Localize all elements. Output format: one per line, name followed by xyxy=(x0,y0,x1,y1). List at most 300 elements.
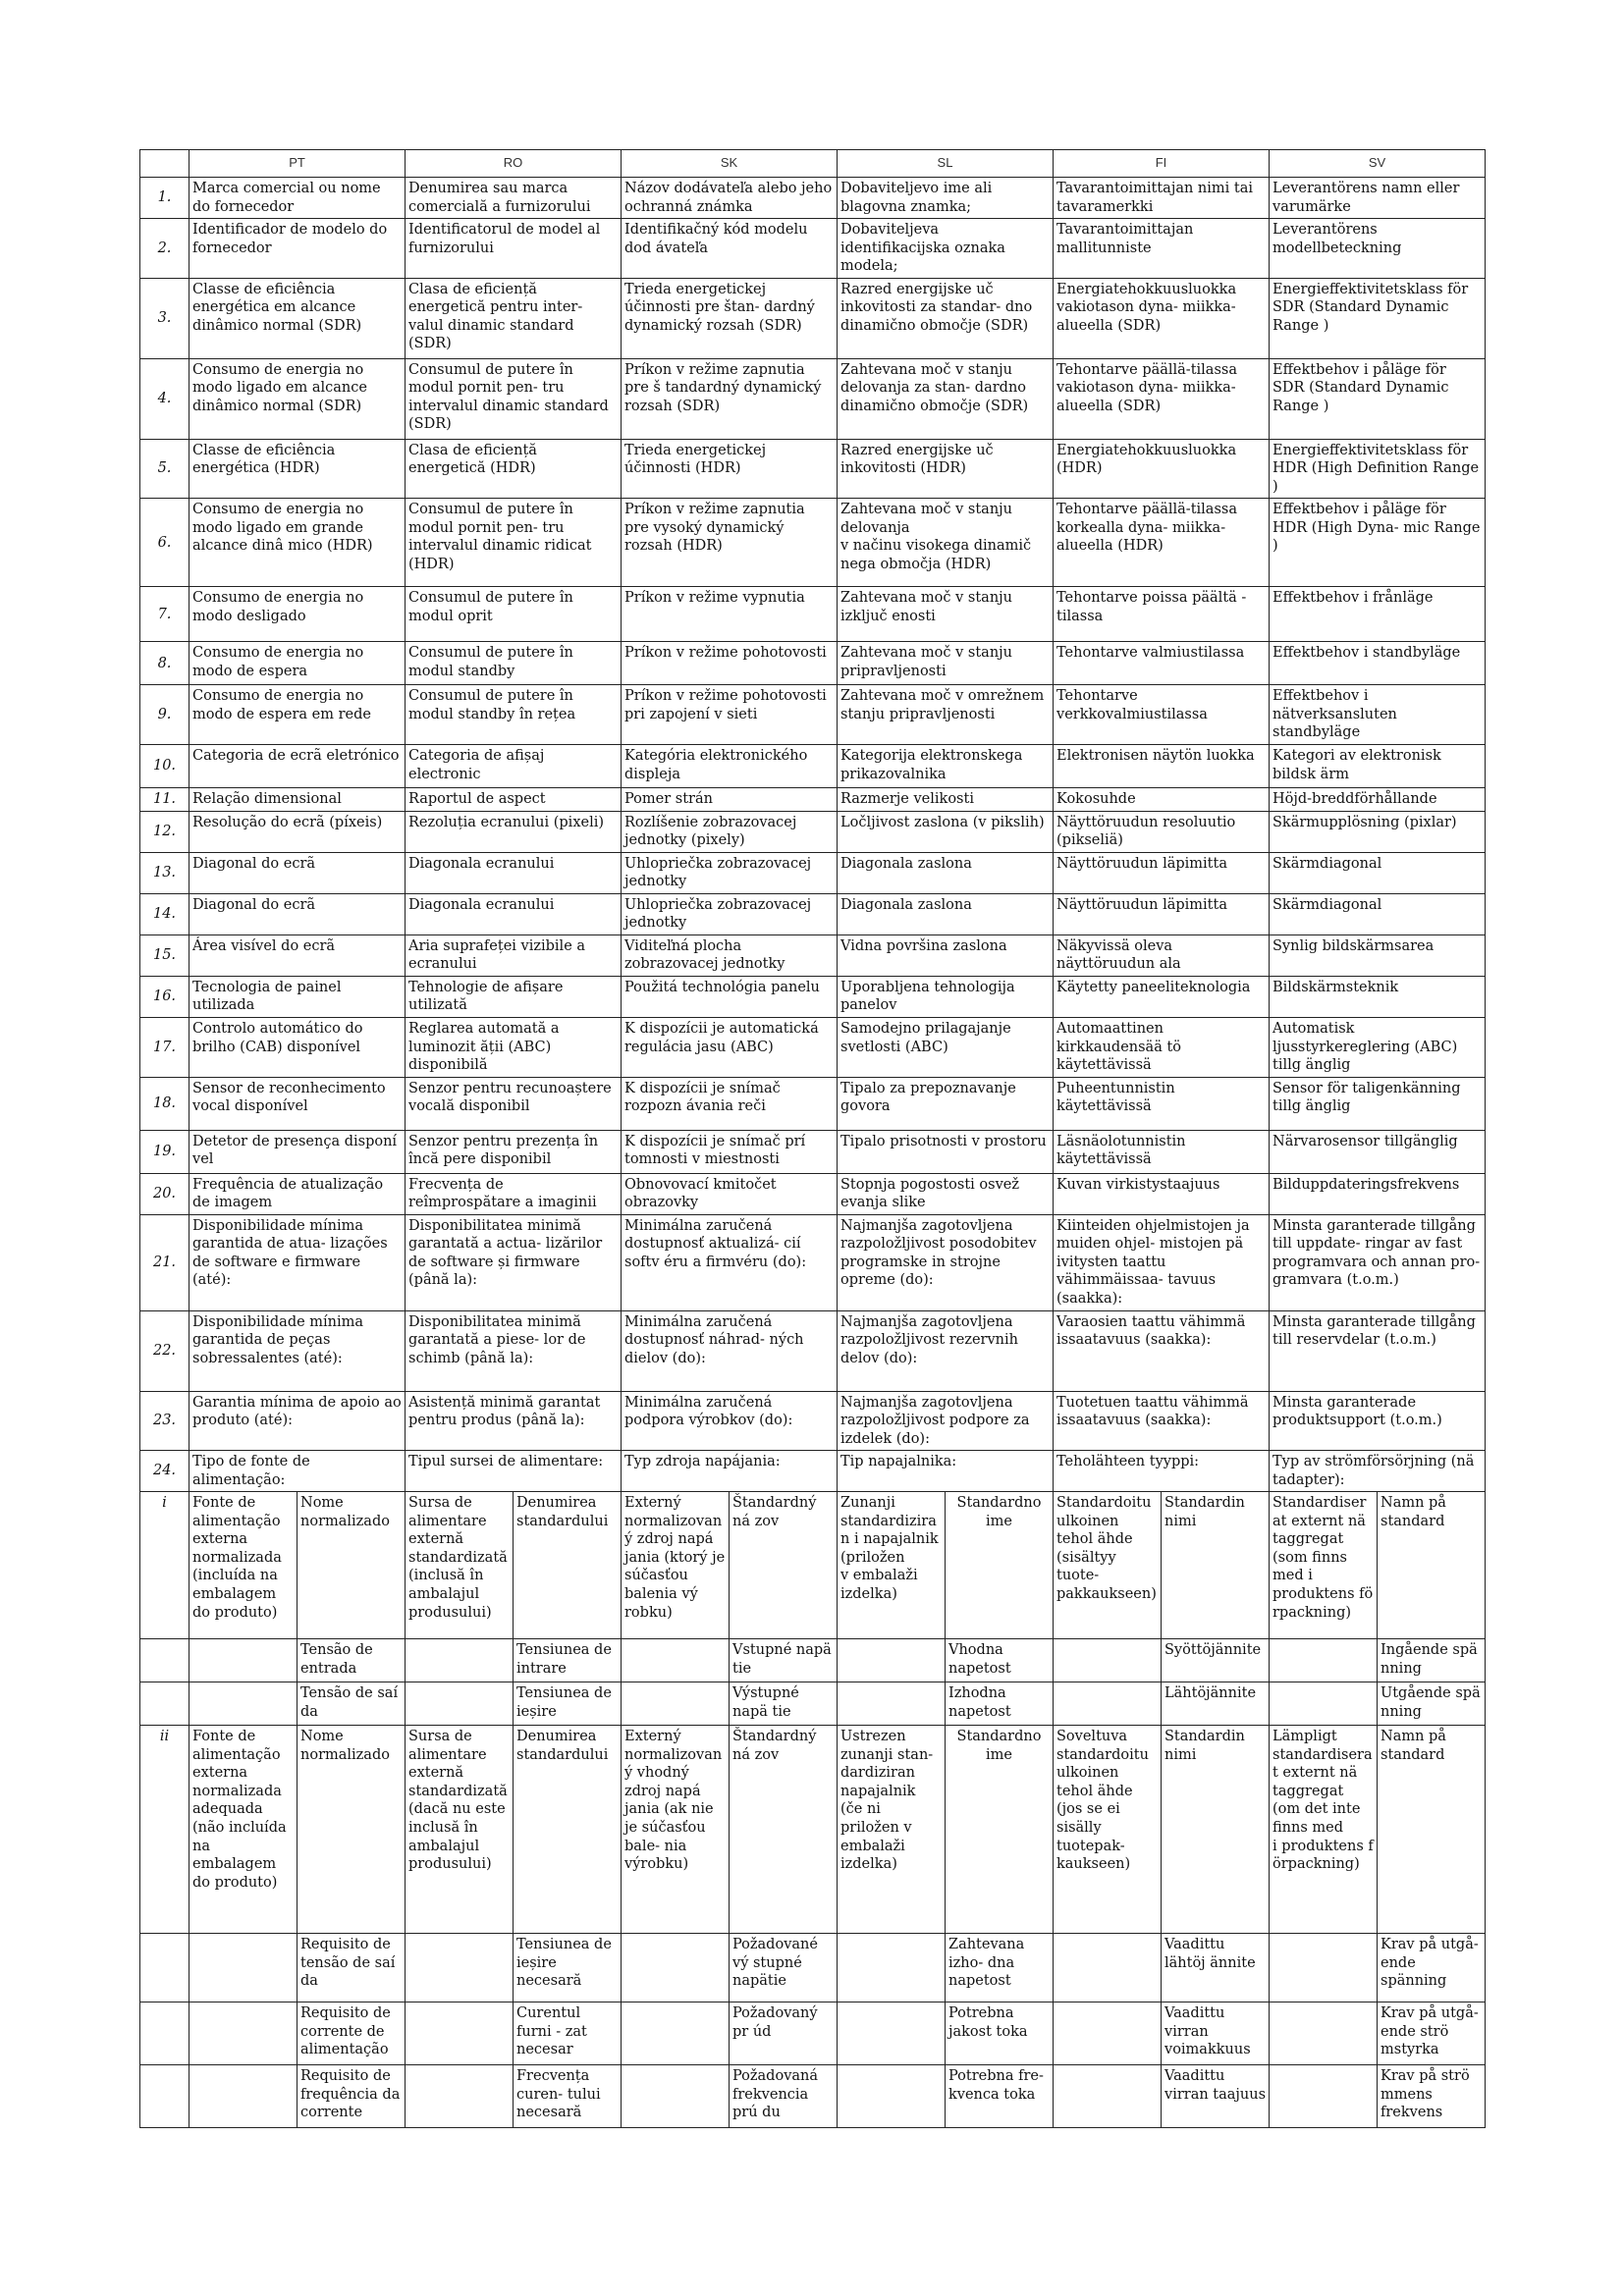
section-extra-row xyxy=(140,1682,1486,1726)
row-cell-sl: Tipalo prisotnosti v prostoru xyxy=(838,1130,1054,1173)
row-cell-ro: Aria suprafeței vizibile a ecranului xyxy=(406,934,622,976)
row-cell-pt: Consumo de energia no modo de espera xyxy=(189,642,406,685)
row-number: 8. xyxy=(140,642,189,685)
section-number: ii xyxy=(140,1726,189,1934)
product-information-table xyxy=(139,149,1486,2128)
section-extra-cell: Requisito de tensão de saí da xyxy=(298,1934,406,2002)
row-cell-pt: Diagonal do ecrã xyxy=(189,852,406,893)
row-cell-sv: Energieffektivitetsklass för SDR (Standard Dynamic Range ) xyxy=(1270,278,1486,358)
section-extra-cell: Requisito de corrente de alimentação xyxy=(298,2002,406,2065)
row-cell-sv: Höjd-breddförhållande xyxy=(1270,788,1486,812)
table-row xyxy=(140,219,1486,279)
row-number: 5. xyxy=(140,439,189,499)
row-cell-fi: Näkyvissä oleva näyttöruudun ala xyxy=(1054,934,1270,976)
section-extra-cell: Vaadittu virran taajuus xyxy=(1162,2065,1270,2128)
section-extra-cell: Tensiunea de ieșire necesară xyxy=(514,1934,622,2002)
section-extra-cell: Požadovaná frekvencia prú du xyxy=(730,2065,838,2128)
row-cell-fi: Kiinteiden ohjelmistojen ja muiden ohjel- mistojen pä ivitysten taattu vähimmäissaa- tavuus (saakka): xyxy=(1054,1214,1270,1310)
row-number: 19. xyxy=(140,1130,189,1173)
row-cell-sk: Príkon v režime zapnutia pre š tandardný dynamický rozsah (SDR) xyxy=(622,358,838,439)
row-cell-sk: Použitá technológia panelu xyxy=(622,976,838,1017)
section-empty-cell xyxy=(838,2002,946,2065)
section-extra-row xyxy=(140,2002,1486,2065)
section-main-cell: Soveltuva standardoitu ulkoinen tehol ähde (jos se ei sisälly tuotepak- kaukseen) xyxy=(1054,1726,1162,1934)
row-cell-sv: Effektbehov i frånläge xyxy=(1270,587,1486,642)
table-row xyxy=(140,1391,1486,1451)
section-extra-cell: Tensiunea de intrare xyxy=(514,1639,622,1682)
section-empty-cell xyxy=(622,2002,730,2065)
section-sub-cell: Nome normalizado xyxy=(298,1726,406,1934)
column-header-ro: RO xyxy=(406,150,622,178)
row-cell-fi: Tehontarve valmiustilassa xyxy=(1054,642,1270,685)
row-cell-fi: Teholähteen tyyppi: xyxy=(1054,1451,1270,1492)
row-cell-fi: Tehontarve päällä-tilassa korkealla dyna- miikka-alueella (HDR) xyxy=(1054,499,1270,587)
row-cell-ro: Tipul sursei de alimentare: xyxy=(406,1451,622,1492)
row-cell-pt: Relação dimensional xyxy=(189,788,406,812)
row-cell-pt: Consumo de energia no modo ligado em grande alcance dinâ mico (HDR) xyxy=(189,499,406,587)
section-empty-cell xyxy=(1054,1934,1162,2002)
row-number: 2. xyxy=(140,219,189,279)
section-extra-cell: Potrebna jakost toka xyxy=(946,2002,1054,2065)
row-cell-sk: Pomer strán xyxy=(622,788,838,812)
row-cell-ro: Clasa de eficiență energetică pentru inter- valul dinamic standard (SDR) xyxy=(406,278,622,358)
row-cell-sv: Kategori av elektronisk bildsk ärm xyxy=(1270,745,1486,788)
row-cell-sk: Minimálna zaručená dostupnosť aktualizá- cií softv éru a firmvéru (do): xyxy=(622,1214,838,1310)
row-cell-fi: Tavarantoimittajan mallitunniste xyxy=(1054,219,1270,279)
section-main-cell: Sursa de alimentare externă standardizată (inclusă în ambalajul produsului) xyxy=(406,1492,514,1639)
row-number: 15. xyxy=(140,934,189,976)
section-sub-cell: Nome normalizado xyxy=(298,1492,406,1639)
row-cell-sk: Minimálna zaručená podpora výrobkov (do): xyxy=(622,1391,838,1451)
row-cell-sv: Synlig bildskärmsarea xyxy=(1270,934,1486,976)
row-cell-sl: Najmanjša zagotovljena razpoložljivost podpore za izdelek (do): xyxy=(838,1391,1054,1451)
section-main-cell: Standardoitu ulkoinen tehol ähde (sisältyy tuote- pakkaukseen) xyxy=(1054,1492,1162,1639)
section-number-empty xyxy=(140,1934,189,2002)
row-cell-ro: Consumul de putere în modul oprit xyxy=(406,587,622,642)
row-cell-sk: Príkon v režime vypnutia xyxy=(622,587,838,642)
table-row xyxy=(140,1214,1486,1310)
row-cell-fi: Tehontarve poissa päältä -tilassa xyxy=(1054,587,1270,642)
column-header-sk: SK xyxy=(622,150,838,178)
section-extra-row xyxy=(140,1934,1486,2002)
row-cell-sv: Automatisk ljusstyrkereglering (ABC) tillg änglig xyxy=(1270,1018,1486,1078)
section-extra-cell: Krav på utgå- ende spänning xyxy=(1378,1934,1486,2002)
section-empty-cell xyxy=(838,2065,946,2128)
section-extra-cell: Utgående spä nning xyxy=(1378,1682,1486,1726)
spec-table-sheet xyxy=(139,149,1485,2128)
section-extra-cell: Vhodna napetost xyxy=(946,1639,1054,1682)
table-row xyxy=(140,685,1486,745)
row-cell-pt: Controlo automático do brilho (CAB) disponível xyxy=(189,1018,406,1078)
table-row xyxy=(140,178,1486,219)
row-cell-pt: Classe de eficiência energética (HDR) xyxy=(189,439,406,499)
row-cell-pt: Garantia mínima de apoio ao produto (até): xyxy=(189,1391,406,1451)
row-cell-ro: Consumul de putere în modul standby xyxy=(406,642,622,685)
row-cell-sv: Energieffektivitetsklass för HDR (High Definition Range ) xyxy=(1270,439,1486,499)
row-cell-sv: Leverantörens namn eller varumärke xyxy=(1270,178,1486,219)
row-number: 21. xyxy=(140,1214,189,1310)
row-cell-ro: Reglarea automată a luminozit ății (ABC) disponibilă xyxy=(406,1018,622,1078)
section-empty-cell xyxy=(406,1934,514,2002)
row-cell-pt: Classe de eficiência energética em alcance dinâmico normal (SDR) xyxy=(189,278,406,358)
section-empty-cell xyxy=(406,2065,514,2128)
row-cell-sl: Razred energijske uč inkovitosti za standar- dno dinamično območje (SDR) xyxy=(838,278,1054,358)
section-extra-cell: Tensão de entrada xyxy=(298,1639,406,1682)
row-cell-sv: Minsta garanterade produktsupport (t.o.m.) xyxy=(1270,1391,1486,1451)
row-cell-sv: Effektbehov i standbyläge xyxy=(1270,642,1486,685)
section-sub-cell: Štandardný ná zov xyxy=(730,1726,838,1934)
row-number: 11. xyxy=(140,788,189,812)
row-cell-pt: Marca comercial ou nome do fornecedor xyxy=(189,178,406,219)
row-cell-pt: Tecnologia de painel utilizada xyxy=(189,976,406,1017)
row-number: 20. xyxy=(140,1173,189,1214)
row-cell-sl: Kategorija elektronskega prikazovalnika xyxy=(838,745,1054,788)
row-cell-sl: Razred energijske uč inkovitosti (HDR) xyxy=(838,439,1054,499)
row-cell-sl: Zahtevana moč v stanju izključ enosti xyxy=(838,587,1054,642)
row-cell-sk: Kategória elektronického displeja xyxy=(622,745,838,788)
row-cell-sv: Leverantörens modellbeteckning xyxy=(1270,219,1486,279)
row-number: 14. xyxy=(140,893,189,934)
row-cell-sk: K dispozícii je automatická regulácia jasu (ABC) xyxy=(622,1018,838,1078)
row-cell-fi: Elektronisen näytön luokka xyxy=(1054,745,1270,788)
section-extra-cell: Vaadittu virran voimakkuus xyxy=(1162,2002,1270,2065)
row-cell-ro: Frecvența de reîmprospătare a imaginii xyxy=(406,1173,622,1214)
row-cell-ro: Diagonala ecranului xyxy=(406,893,622,934)
row-number: 10. xyxy=(140,745,189,788)
section-empty-cell xyxy=(1270,1934,1378,2002)
row-cell-pt: Detetor de presença disponí vel xyxy=(189,1130,406,1173)
row-cell-fi: Kokosuhde xyxy=(1054,788,1270,812)
table-row xyxy=(140,358,1486,439)
row-cell-sl: Zahtevana moč v stanju pripravljenosti xyxy=(838,642,1054,685)
section-sub-cell: Standardno ime xyxy=(946,1726,1054,1934)
section-extra-cell: Potrebna fre- kvenca toka xyxy=(946,2065,1054,2128)
row-cell-sk: Minimálna zaručená dostupnosť náhrad- ných dielov (do): xyxy=(622,1310,838,1391)
row-cell-fi: Kuvan virkistystaajuus xyxy=(1054,1173,1270,1214)
section-main-cell: Externý normalizovan ý zdroj napá jania (ktorý je súčasťou balenia vý robku) xyxy=(622,1492,730,1639)
row-cell-ro: Raportul de aspect xyxy=(406,788,622,812)
section-empty-cell xyxy=(1054,1682,1162,1726)
row-cell-fi: Puheentunnistin käytettävissä xyxy=(1054,1077,1270,1130)
row-cell-pt: Categoria de ecrã eletrónico xyxy=(189,745,406,788)
table-row xyxy=(140,642,1486,685)
section-empty-cell xyxy=(1270,1682,1378,1726)
row-cell-ro: Rezoluția ecranului (pixeli) xyxy=(406,811,622,852)
row-cell-ro: Disponibilitatea minimă garantată a actua- lizărilor de software și firmware (până la): xyxy=(406,1214,622,1310)
column-header-sl: SL xyxy=(838,150,1054,178)
table-row xyxy=(140,439,1486,499)
row-cell-sl: Diagonala zaslona xyxy=(838,852,1054,893)
table-row xyxy=(140,499,1486,587)
row-cell-pt: Sensor de reconhecimento vocal disponível xyxy=(189,1077,406,1130)
section-sub-cell: Standardno ime xyxy=(946,1492,1054,1639)
section-number-empty xyxy=(140,1682,189,1726)
table-row xyxy=(140,852,1486,893)
row-cell-fi: Käytetty paneeliteknologia xyxy=(1054,976,1270,1017)
row-number: 16. xyxy=(140,976,189,1017)
column-header-pt: PT xyxy=(189,150,406,178)
table-row xyxy=(140,587,1486,642)
section-main-cell: Standardiserat externt nä taggregat (som finns med i produktens fö rpackning) xyxy=(1270,1492,1378,1639)
row-cell-sk: Rozlíšenie zobrazovacej jednotky (pixely) xyxy=(622,811,838,852)
section-empty-cell xyxy=(189,1934,298,2002)
row-cell-sl: Dobaviteljeva identifikacijska oznaka modela; xyxy=(838,219,1054,279)
row-cell-ro: Consumul de putere în modul standby în rețea xyxy=(406,685,622,745)
row-cell-pt: Consumo de energia no modo ligado em alcance dinâmico normal (SDR) xyxy=(189,358,406,439)
section-empty-cell xyxy=(622,1934,730,2002)
row-cell-sl: Uporabljena tehnologija panelov xyxy=(838,976,1054,1017)
section-empty-cell xyxy=(838,1639,946,1682)
row-cell-sv: Skärmdiagonal xyxy=(1270,852,1486,893)
row-cell-sl: Ločljivost zaslona (v pikslih) xyxy=(838,811,1054,852)
row-cell-ro: Asistență minimă garantat pentru produs (până la): xyxy=(406,1391,622,1451)
table-row xyxy=(140,788,1486,812)
row-cell-sk: Príkon v režime pohotovosti pri zapojení v sieti xyxy=(622,685,838,745)
row-cell-fi: Energiatehokkuusluokka vakiotason dyna- miikka-alueella (SDR) xyxy=(1054,278,1270,358)
row-cell-sk: Viditeľná plocha zobrazovacej jednotky xyxy=(622,934,838,976)
section-empty-cell xyxy=(1270,2002,1378,2065)
row-number: 4. xyxy=(140,358,189,439)
row-cell-sk: Obnovovací kmitočet obrazovky xyxy=(622,1173,838,1214)
row-cell-sl: Najmanjša zagotovljena razpoložljivost posodobitev programske in strojne opreme (do): xyxy=(838,1214,1054,1310)
row-cell-sl: Tipalo za prepoznavanje govora xyxy=(838,1077,1054,1130)
section-number-empty xyxy=(140,1639,189,1682)
row-number: 1. xyxy=(140,178,189,219)
table-row xyxy=(140,1077,1486,1130)
section-number-empty xyxy=(140,2002,189,2065)
row-number: 23. xyxy=(140,1391,189,1451)
row-number: 24. xyxy=(140,1451,189,1492)
row-number: 3. xyxy=(140,278,189,358)
row-cell-sv: Effektbehov i påläge för HDR (High Dyna- mic Range ) xyxy=(1270,499,1486,587)
section-main-cell: Ustrezen zunanji stan- dardiziran napajalnik (če ni priložen v embalaži izdelka) xyxy=(838,1726,946,1934)
row-cell-ro: Disponibilitatea minimă garantată a piese- lor de schimb (până la): xyxy=(406,1310,622,1391)
section-extra-cell: Izhodna napetost xyxy=(946,1682,1054,1726)
row-cell-sv: Skärmupplösning (pixlar) xyxy=(1270,811,1486,852)
section-extra-cell: Requisito de frequência da corrente xyxy=(298,2065,406,2128)
section-extra-cell: Vaadittu lähtöj ännite xyxy=(1162,1934,1270,2002)
table-row xyxy=(140,893,1486,934)
row-cell-ro: Tehnologie de afișare utilizată xyxy=(406,976,622,1017)
row-cell-fi: Varaosien taattu vähimmä issaatavuus (saakka): xyxy=(1054,1310,1270,1391)
row-cell-ro: Denumirea sau marca comercială a furnizorului xyxy=(406,178,622,219)
row-cell-sv: Bilduppdateringsfrekvens xyxy=(1270,1173,1486,1214)
table-row xyxy=(140,976,1486,1017)
row-cell-pt: Frequência de atualização de imagem xyxy=(189,1173,406,1214)
row-cell-pt: Disponibilidade mínima garantida de peças sobressalentes (até): xyxy=(189,1310,406,1391)
row-cell-sk: Identifikačný kód modelu dod ávateľa xyxy=(622,219,838,279)
section-extra-cell: Frecvența curen- tului necesară xyxy=(514,2065,622,2128)
section-extra-cell: Curentul furni - zat necesar xyxy=(514,2002,622,2065)
section-sub-cell: Denumirea standardului xyxy=(514,1492,622,1639)
row-cell-pt: Identificador de modelo do fornecedor xyxy=(189,219,406,279)
section-empty-cell xyxy=(189,1682,298,1726)
section-extra-cell: Ingående spä nning xyxy=(1378,1639,1486,1682)
section-sub-cell: Štandardný ná zov xyxy=(730,1492,838,1639)
row-cell-ro: Identificatorul de model al furnizorului xyxy=(406,219,622,279)
row-cell-sv: Effektbehov i påläge för SDR (Standard Dynamic Range ) xyxy=(1270,358,1486,439)
section-empty-cell xyxy=(622,1682,730,1726)
row-cell-sk: Typ zdroja napájania: xyxy=(622,1451,838,1492)
section-empty-cell xyxy=(189,2002,298,2065)
section-extra-row xyxy=(140,1639,1486,1682)
row-cell-sv: Närvarosensor tillgänglig xyxy=(1270,1130,1486,1173)
row-cell-sk: Trieda energetickej účinnosti pre štan- dardný dynamický rozsah (SDR) xyxy=(622,278,838,358)
section-empty-cell xyxy=(1270,1639,1378,1682)
section-empty-cell xyxy=(1054,2002,1162,2065)
row-number: 22. xyxy=(140,1310,189,1391)
section-extra-cell: Krav på utgå- ende strö mstyrka xyxy=(1378,2002,1486,2065)
section-extra-cell: Vstupné napä tie xyxy=(730,1639,838,1682)
row-cell-sl: Razmerje velikosti xyxy=(838,788,1054,812)
section-empty-cell xyxy=(406,1682,514,1726)
row-cell-ro: Categoria de afișaj electronic xyxy=(406,745,622,788)
row-number: 17. xyxy=(140,1018,189,1078)
row-cell-sl: Tip napajalnika: xyxy=(838,1451,1054,1492)
section-sub-cell: Standardin nimi xyxy=(1162,1726,1270,1934)
section-number-empty xyxy=(140,2065,189,2128)
row-number: 9. xyxy=(140,685,189,745)
row-cell-sk: Uhlopriečka zobrazovacej jednotky xyxy=(622,852,838,893)
row-cell-fi: Tehontarve verkkovalmiustilassa xyxy=(1054,685,1270,745)
row-cell-pt: Disponibilidade mínima garantida de atua- lizações de software e firmware (até): xyxy=(189,1214,406,1310)
row-cell-ro: Clasa de eficiență energetică (HDR) xyxy=(406,439,622,499)
table-row xyxy=(140,278,1486,358)
section-main-cell: Zunanji standardiziran i napajalnik (priložen v embalaži izdelka) xyxy=(838,1492,946,1639)
row-cell-ro: Diagonala ecranului xyxy=(406,852,622,893)
row-cell-sv: Minsta garanterade tillgång till uppdate- ringar av fast programvara och annan pro- gramvara (t.o.m.) xyxy=(1270,1214,1486,1310)
row-cell-sk: Trieda energetickej účinnosti (HDR) xyxy=(622,439,838,499)
row-cell-sk: Príkon v režime pohotovosti xyxy=(622,642,838,685)
row-cell-sl: Zahtevana moč v stanju delovanja za stan- dardno dinamično območje (SDR) xyxy=(838,358,1054,439)
section-extra-cell: Syöttöjännite xyxy=(1162,1639,1270,1682)
section-extra-cell: Výstupné napä tie xyxy=(730,1682,838,1726)
row-cell-fi: Näyttöruudun läpimitta xyxy=(1054,852,1270,893)
row-cell-sv: Effektbehov i nätverksansluten standbyläge xyxy=(1270,685,1486,745)
row-cell-sk: Uhlopriečka zobrazovacej jednotky xyxy=(622,893,838,934)
section-extra-cell: Tensiunea de ieșire xyxy=(514,1682,622,1726)
row-cell-pt: Área visível do ecrã xyxy=(189,934,406,976)
section-section_i-row xyxy=(140,1492,1486,1639)
row-cell-sl: Dobaviteljevo ime ali blagovna znamka; xyxy=(838,178,1054,219)
section-main-cell: Fonte de alimentação externa normalizada adequada (não incluída na embalagem do produto) xyxy=(189,1726,298,1934)
row-cell-fi: Tehontarve päällä-tilassa vakiotason dyna- miikka-alueella (SDR) xyxy=(1054,358,1270,439)
section-extra-cell: Zahtevana izho- dna napetost xyxy=(946,1934,1054,2002)
row-cell-pt: Consumo de energia no modo desligado xyxy=(189,587,406,642)
row-cell-pt: Tipo de fonte de alimentação: xyxy=(189,1451,406,1492)
table-row xyxy=(140,1173,1486,1214)
row-number: 12. xyxy=(140,811,189,852)
row-cell-sv: Sensor för taligenkänning tillg änglig xyxy=(1270,1077,1486,1130)
section-main-cell: Lämpligt standardiserat externt nä taggregat (om det inte finns med i produktens f örpackning) xyxy=(1270,1726,1378,1934)
row-cell-sk: Názov dodávateľa alebo jeho ochranná známka xyxy=(622,178,838,219)
column-header-fi: FI xyxy=(1054,150,1270,178)
row-cell-sl: Samodejno prilagajanje svetlosti (ABC) xyxy=(838,1018,1054,1078)
table-row xyxy=(140,934,1486,976)
section-sub-cell: Denumirea standardului xyxy=(514,1726,622,1934)
row-cell-pt: Consumo de energia no modo de espera em rede xyxy=(189,685,406,745)
row-cell-fi: Näyttöruudun resoluutio (pikseliä) xyxy=(1054,811,1270,852)
row-cell-fi: Energiatehokkuusluokka (HDR) xyxy=(1054,439,1270,499)
row-number: 18. xyxy=(140,1077,189,1130)
section-empty-cell xyxy=(622,2065,730,2128)
table-row xyxy=(140,1451,1486,1492)
section-empty-cell xyxy=(1054,2065,1162,2128)
section-empty-cell xyxy=(1054,1639,1162,1682)
row-cell-sk: K dispozícii je snímač prí tomnosti v miestnosti xyxy=(622,1130,838,1173)
section-empty-cell xyxy=(622,1639,730,1682)
row-cell-sk: Príkon v režime zapnutia pre vysoký dynamický rozsah (HDR) xyxy=(622,499,838,587)
row-cell-sv: Minsta garanterade tillgång till reservdelar (t.o.m.) xyxy=(1270,1310,1486,1391)
row-cell-sv: Typ av strömförsörjning (nä tadapter): xyxy=(1270,1451,1486,1492)
section-main-cell: Sursa de alimentare externă standardizată (dacă nu este inclusă în ambalajul produsului) xyxy=(406,1726,514,1934)
header-row xyxy=(140,150,1486,178)
table-row xyxy=(140,1310,1486,1391)
row-cell-fi: Automaattinen kirkkaudensää tö käytettävissä xyxy=(1054,1018,1270,1078)
section-main-cell: Externý normalizovan ý vhodný zdroj napá jania (ak nie je súčasťou bale- nia výrobku) xyxy=(622,1726,730,1934)
table-row xyxy=(140,1130,1486,1173)
row-number: 13. xyxy=(140,852,189,893)
section-empty-cell xyxy=(189,1639,298,1682)
row-number: 6. xyxy=(140,499,189,587)
section-sub-cell: Standardin nimi xyxy=(1162,1492,1270,1639)
row-cell-ro: Consumul de putere în modul pornit pen- tru intervalul dinamic standard (SDR) xyxy=(406,358,622,439)
section-empty-cell xyxy=(838,1934,946,2002)
row-cell-sl: Stopnja pogostosti osvež evanja slike xyxy=(838,1173,1054,1214)
row-cell-sl: Zahtevana moč v stanju delovanja v načinu visokega dinamič nega območja (HDR) xyxy=(838,499,1054,587)
row-cell-pt: Resolução do ecrã (píxeis) xyxy=(189,811,406,852)
row-cell-fi: Tuotetuen taattu vähimmä issaatavuus (saakka): xyxy=(1054,1391,1270,1451)
table-row xyxy=(140,745,1486,788)
section-sub-cell: Namn på standard xyxy=(1378,1492,1486,1639)
section-main-cell: Fonte de alimentação externa normalizada (incluída na embalagem do produto) xyxy=(189,1492,298,1639)
table-row xyxy=(140,811,1486,852)
column-header-sv: SV xyxy=(1270,150,1486,178)
row-cell-sl: Vidna površina zaslona xyxy=(838,934,1054,976)
row-cell-fi: Läsnäolotunnistin käytettävissä xyxy=(1054,1130,1270,1173)
section-extra-row xyxy=(140,2065,1486,2128)
row-cell-pt: Diagonal do ecrã xyxy=(189,893,406,934)
row-cell-sl: Diagonala zaslona xyxy=(838,893,1054,934)
row-cell-sk: K dispozícii je snímač rozpozn ávania reči xyxy=(622,1077,838,1130)
section-extra-cell: Požadovaný pr úd xyxy=(730,2002,838,2065)
section-empty-cell xyxy=(189,2065,298,2128)
row-cell-ro: Consumul de putere în modul pornit pen- tru intervalul dinamic ridicat (HDR) xyxy=(406,499,622,587)
section-extra-cell: Krav på strö mmens frekvens xyxy=(1378,2065,1486,2128)
section-empty-cell xyxy=(406,2002,514,2065)
section-section_ii-row xyxy=(140,1726,1486,1934)
section-extra-cell: Požadované vý stupné napätie xyxy=(730,1934,838,2002)
row-cell-sv: Skärmdiagonal xyxy=(1270,893,1486,934)
row-cell-ro: Senzor pentru prezența în încă pere disponibil xyxy=(406,1130,622,1173)
section-sub-cell: Namn på standard xyxy=(1378,1726,1486,1934)
row-cell-ro: Senzor pentru recunoaștere vocală disponibil xyxy=(406,1077,622,1130)
row-cell-sl: Zahtevana moč v omrežnem stanju pripravljenosti xyxy=(838,685,1054,745)
row-number: 7. xyxy=(140,587,189,642)
table-row xyxy=(140,1018,1486,1078)
section-empty-cell xyxy=(838,1682,946,1726)
row-cell-sv: Bildskärmsteknik xyxy=(1270,976,1486,1017)
header-empty-cell xyxy=(140,150,189,178)
section-number: i xyxy=(140,1492,189,1639)
row-cell-fi: Tavarantoimittajan nimi tai tavaramerkki xyxy=(1054,178,1270,219)
section-empty-cell xyxy=(1270,2065,1378,2128)
section-empty-cell xyxy=(406,1639,514,1682)
section-extra-cell: Lähtöjännite xyxy=(1162,1682,1270,1726)
row-cell-sl: Najmanjša zagotovljena razpoložljivost rezervnih delov (do): xyxy=(838,1310,1054,1391)
row-cell-fi: Näyttöruudun läpimitta xyxy=(1054,893,1270,934)
section-extra-cell: Tensão de saí da xyxy=(298,1682,406,1726)
